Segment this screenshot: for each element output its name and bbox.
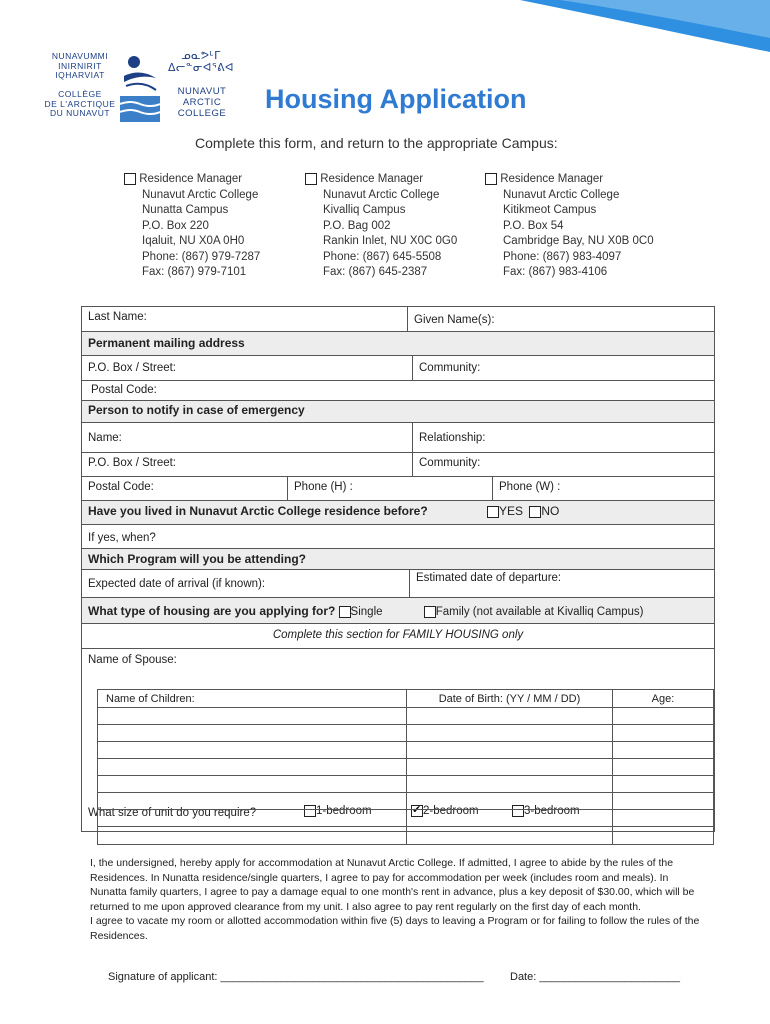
logo-english [170, 86, 234, 119]
logo-emblem-icon [120, 48, 160, 122]
spouse-name-field[interactable] [82, 649, 714, 669]
po-box-field[interactable] [82, 356, 412, 380]
logo-text-line: DE L'ARCTIQUE [44, 98, 116, 109]
table-row[interactable] [98, 759, 713, 776]
children-table [97, 689, 714, 845]
logo-text-line: ᓄᓇᕗᒻᒥ [181, 50, 221, 62]
phone-home-field[interactable] [287, 477, 492, 500]
children-age-header: Age: [612, 690, 713, 707]
postal-row [82, 381, 714, 401]
name-row [82, 307, 714, 332]
emergency-po-box-field[interactable] [82, 453, 412, 476]
single-checkbox[interactable] [339, 606, 351, 618]
logo-inuinnaqtun [44, 52, 116, 81]
program-heading-row [82, 549, 714, 570]
campus-line: Fax: (867) 645-2387 [323, 266, 428, 278]
field-label: Community: [419, 362, 481, 374]
field-label: Community: [419, 457, 481, 469]
agreement-paragraph: I, the undersigned, hereby apply for accommodation at Nunavut Arctic College. If admitted, I agree to abide by the rules of the Residences. In Nunatta residence/single quarters, I agree to pay for accommodation per week (includes room and meals). In Nunatta family quarters, I agree to pay a damage equal to one month's rent in advance, plus a key deposit of $30.00, which will be returned to me upon approved clearance from my unit. I also agree to pay rent regularly on the first day of each month. [90, 857, 695, 913]
housing-type-row [82, 598, 714, 624]
campus-kivalliq-checkbox[interactable] [305, 173, 317, 185]
table-row[interactable] [98, 708, 713, 725]
logo-text-line: IQHARVIAT [55, 70, 105, 80]
campus-line: Cambridge Bay, NU X0B 0C0 [503, 235, 654, 247]
campus-line: Nunavut Arctic College [503, 188, 620, 201]
table-row[interactable] [98, 827, 713, 844]
field-label: Phone (W) : [499, 481, 561, 493]
arrival-date-field[interactable] [82, 570, 409, 597]
program-question: Which Program will you be attending? [88, 552, 307, 566]
given-names-field[interactable] [407, 307, 714, 331]
children-name-header: Name of Children: [106, 693, 195, 705]
campus-line: Phone: (867) 983-4097 [503, 250, 622, 263]
family-label: Family (not available at Kivalliq Campus) [435, 606, 644, 618]
campus-line: Residence Manager [500, 173, 604, 185]
campus-kivalliq [305, 172, 457, 281]
field-label: Given Name(s): [414, 314, 495, 326]
campus-line: Nunatta Campus [142, 204, 229, 216]
campus-line: Nunavut Arctic College [142, 188, 259, 201]
question-text: What type of housing are you applying for? [88, 604, 336, 618]
yes-checkbox[interactable] [487, 506, 499, 518]
address-row [82, 356, 714, 381]
question-text: Have you lived in Nunavut Arctic College residence before? [88, 504, 428, 518]
logo-text-line: INIRNIRIT [58, 60, 102, 71]
field-label: Relationship: [419, 432, 486, 444]
children-header-row [98, 690, 713, 708]
signature-line[interactable]: Signature of applicant: ___________________________________________ [108, 971, 484, 983]
unit-option-label: 3-bedroom [524, 805, 580, 818]
logo-text-line: COLLEGE [177, 108, 227, 119]
campus-line: Kitikmeot Campus [503, 204, 597, 216]
phone-work-field[interactable] [492, 477, 714, 500]
campus-line: Rankin Inlet, NU X0C 0G0 [323, 235, 458, 247]
unit-option-label: 2-bedroom [423, 805, 479, 818]
field-label: If yes, when? [88, 532, 156, 544]
logo-text-line: COLLÈGE [58, 89, 102, 99]
campus-line: P.O. Bag 002 [323, 219, 391, 232]
agreement-paragraph: I agree to vacate my room or allotted accommodation within five (5) days to leaving a Program or for failing to follow the rules of the Residences. [90, 915, 700, 942]
field-label: Name: [88, 432, 122, 444]
campus-line: Fax: (867) 983-4106 [503, 266, 608, 278]
field-label: Name of Spouse: [88, 654, 177, 666]
family-section-row [82, 624, 714, 649]
relationship-field[interactable] [412, 423, 714, 452]
field-label: P.O. Box / Street: [88, 362, 176, 374]
campus-line: Residence Manager [139, 173, 243, 185]
campus-line: Fax: (867) 979-7101 [142, 266, 247, 278]
campus-nunatta-checkbox[interactable] [124, 173, 136, 185]
housing-type-question [82, 598, 714, 623]
logo-text-line: NUNAVUMMI [51, 51, 109, 61]
permanent-address-heading-row [82, 332, 714, 356]
logo-text-line: NUNAVUT [177, 86, 227, 97]
page-title: Housing Application [265, 84, 527, 114]
table-row[interactable] [98, 725, 713, 742]
campus-line: Phone: (867) 979-7287 [142, 250, 261, 263]
campus-line: P.O. Box 54 [503, 219, 564, 232]
children-dob-header: Date of Birth: (YY / MM / DD) [406, 690, 612, 707]
campus-line: Iqaluit, NU X0A 0H0 [142, 235, 245, 247]
campus-line: Residence Manager [320, 173, 424, 185]
no-label: NO [541, 504, 560, 518]
logo-text-line: DU NUNAVUT [49, 108, 111, 118]
unit-option-label: 1-bedroom [316, 805, 372, 818]
emergency-phone-row [82, 477, 714, 501]
family-checkbox[interactable] [424, 606, 436, 618]
page-subtitle: Complete this form, and return to the appropriate Campus: [195, 135, 558, 151]
no-checkbox[interactable] [529, 506, 541, 518]
campus-line: P.O. Box 220 [142, 219, 209, 232]
table-row[interactable] [98, 810, 713, 827]
last-name-field[interactable] [82, 307, 407, 331]
emergency-name-field[interactable] [82, 423, 412, 452]
section-heading: Person to notify in case of emergency [88, 403, 305, 417]
field-label: Phone (H) : [294, 481, 353, 493]
logo-french [44, 90, 116, 119]
emergency-heading-row [82, 401, 714, 423]
campus-nunatta [124, 172, 260, 281]
family-section-note: Complete this section for FAMILY HOUSING only [272, 629, 524, 641]
agreement-text [90, 856, 700, 943]
field-label: Postal Code: [88, 481, 154, 493]
emergency-community-field[interactable] [412, 453, 714, 476]
field-label: Estimated date of departure: [416, 572, 562, 584]
section-heading: Permanent mailing address [88, 336, 245, 350]
campus-line: Nunavut Arctic College [323, 188, 440, 201]
campus-line: Kivalliq Campus [323, 204, 406, 216]
single-label: Single [350, 606, 383, 618]
lived-before-row [82, 501, 714, 525]
campus-kitikmeot [485, 172, 654, 281]
emergency-postal-field[interactable] [82, 477, 287, 500]
table-row[interactable] [98, 793, 713, 810]
departure-date-field[interactable] [409, 570, 714, 597]
logo-text-line: ᐃᓕᓐᓂᐊᕐᕕᐊ [168, 62, 234, 74]
campus-line: Phone: (867) 645-5508 [323, 250, 442, 263]
yes-label: YES [499, 504, 524, 518]
postal-code-field[interactable] [82, 381, 714, 400]
dates-row [82, 570, 714, 598]
field-label: Postal Code: [91, 384, 157, 396]
emergency-name-row [82, 423, 714, 453]
table-row[interactable] [98, 742, 713, 759]
field-label: Expected date of arrival (if known): [88, 578, 266, 590]
table-row[interactable] [98, 776, 713, 793]
question-text: What size of unit do you require? [88, 807, 257, 819]
logo-text-line: ARCTIC [182, 97, 222, 108]
logo-syllabics [168, 50, 234, 74]
lived-before-question [82, 501, 714, 524]
field-label: Last Name: [88, 311, 147, 323]
field-label: P.O. Box / Street: [88, 457, 176, 469]
if-yes-when-field[interactable] [82, 525, 714, 548]
campus-kitikmeot-checkbox[interactable] [485, 173, 497, 185]
if-yes-row [82, 525, 714, 549]
emergency-address-row [82, 453, 714, 477]
date-line[interactable]: Date: _______________________ [510, 971, 681, 983]
community-field[interactable] [412, 356, 714, 380]
